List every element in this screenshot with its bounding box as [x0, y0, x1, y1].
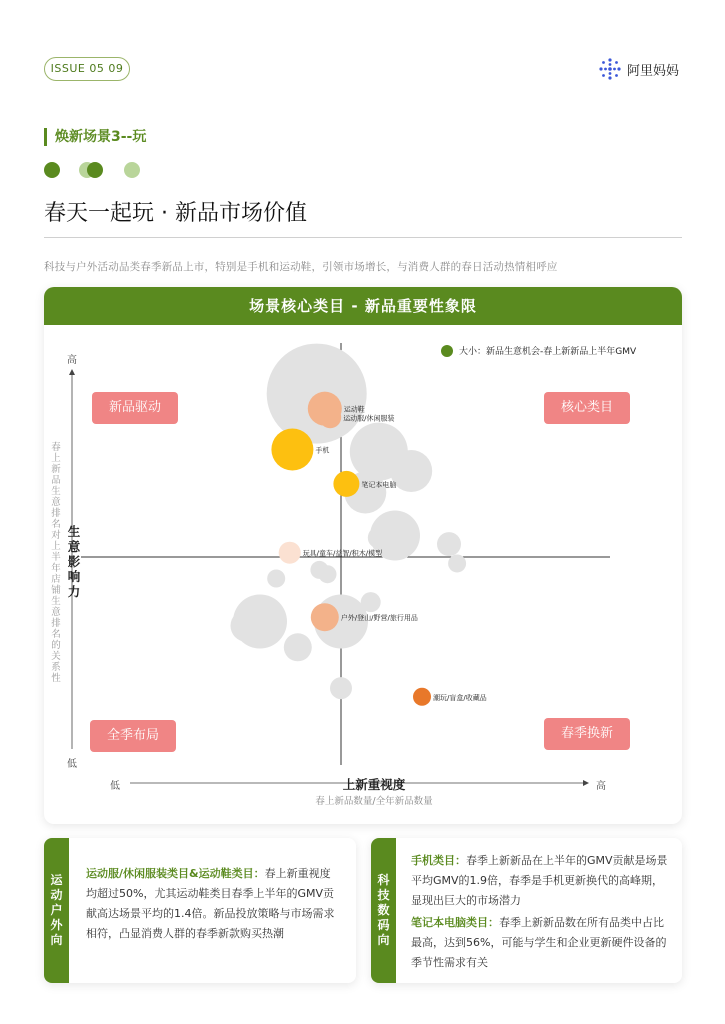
bubble-label: 户外/登山/野营/旅行用品	[340, 614, 418, 623]
info-side-label: 运动户外向	[50, 873, 63, 947]
bubble-label: 运动服/休闲服装	[343, 414, 395, 423]
bubble-unlabeled	[448, 554, 466, 572]
y-tick-low: 低	[67, 759, 77, 770]
info-text-laptop: 春季上新新品数在所有品类中占比最高，达到56%，可能与学生和企业更新硬件设备的季节性需求有关	[411, 916, 667, 969]
bubble-label: 玩具/童车/益智/积木/模型	[302, 549, 383, 558]
bubble-玩具/童车/益智/积木/模型	[279, 542, 301, 564]
bubble-运动服/休闲服装	[319, 406, 341, 428]
x-tick-high: 高	[596, 781, 606, 792]
quadrant-spring-renew: 春季换新	[544, 718, 630, 750]
bubble-unlabeled	[368, 527, 390, 549]
bubble-label: 潮玩/盲盒/收藏品	[433, 693, 487, 702]
brand-icon	[598, 57, 622, 81]
brand-name: 阿里妈妈	[627, 63, 680, 79]
x-arrow-head	[583, 780, 589, 786]
dot-4	[124, 162, 140, 178]
info-side-outdoor	[44, 838, 69, 983]
info-side-label: 科技数码向	[377, 873, 390, 947]
chart-title: 场景核心类目 - 新品重要性象限	[44, 287, 682, 325]
info-text-outdoor	[86, 864, 340, 944]
bubble-手机	[271, 429, 313, 471]
bubble-unlabeled	[361, 592, 381, 612]
info-card-outdoor	[44, 838, 356, 983]
y-axis-subtitle: 春上新品生意排名对上半年店铺生意排名的关系性	[51, 442, 61, 684]
bubble-unlabeled	[437, 532, 461, 556]
page-subtitle: 科技与户外活动品类春季新品上市，特别是手机和运动鞋，引领市场增长，与消费人群的春日活动热情相呼应	[44, 261, 558, 273]
info-text-tech	[411, 851, 669, 973]
dot-3	[87, 162, 103, 178]
info-highlight: 运动服/休闲服装类目&运动鞋类目：	[86, 867, 265, 880]
issue-badge: ISSUE 05 09	[44, 57, 130, 81]
bubble-户外/登山/野营/旅行用品	[311, 603, 339, 631]
info-highlight-phone: 手机类目：	[411, 854, 466, 867]
bubble-label: 笔记本电脑	[361, 480, 397, 489]
y-arrow-head	[69, 369, 75, 375]
bubble-unlabeled	[390, 450, 432, 492]
quadrant-core: 核心类目	[544, 392, 630, 424]
bubble-潮玩/盲盒/收藏品	[413, 688, 431, 706]
info-body-text: 春上新重视度均超过50%，尤其运动鞋类目春季上半年的GMV贡献高达场景平均的1.4倍。新品投放策略与市场需求相符，凸显消费人群的春季新款购买热潮	[86, 867, 335, 940]
y-tick-high: 高	[67, 355, 77, 366]
info-para-phone	[411, 851, 669, 911]
bubble-笔记本电脑	[333, 471, 359, 497]
legend-dot	[441, 345, 453, 357]
brand-logo	[598, 57, 679, 81]
bubble-unlabeled	[267, 344, 367, 444]
chart-card	[44, 287, 682, 824]
x-axis-subtitle: 春上新品数量/全年新品数量	[315, 796, 433, 807]
y-axis-title: 生意影响力	[67, 524, 81, 599]
section-label: 焕新场景3--玩	[44, 128, 146, 146]
legend-label: 大小：新品生意机会-春上新新品上半年GMV	[459, 347, 637, 357]
bubble-label: 运动鞋	[343, 405, 365, 414]
x-axis-title: 上新重视度	[342, 777, 406, 792]
info-card-tech	[371, 838, 682, 983]
chart-legend	[441, 344, 636, 357]
x-tick-low: 低	[110, 781, 120, 792]
info-side-tech	[371, 838, 396, 983]
bubble-unlabeled	[231, 610, 263, 642]
bubble-label: 手机	[315, 446, 330, 455]
info-text-phone: 春季上新新品在上半年的GMV贡献是场景平均GMV的1.9倍，春季是手机更新换代的高峰期，显现出巨大的市场潜力	[411, 854, 668, 907]
info-highlight-laptop: 笔记本电脑类目：	[411, 916, 499, 929]
bubble-unlabeled	[330, 677, 352, 699]
dot-1	[44, 162, 60, 178]
divider	[44, 237, 682, 238]
bubble-unlabeled	[319, 565, 337, 583]
bubble-unlabeled	[284, 633, 312, 661]
page-title: 春天一起玩 · 新品市场价值	[44, 201, 307, 226]
info-para-laptop	[411, 913, 669, 973]
quadrant-new-driven: 新品驱动	[92, 392, 178, 424]
quadrant-all-season: 全季布局	[90, 720, 176, 752]
bubble-unlabeled	[267, 570, 285, 588]
